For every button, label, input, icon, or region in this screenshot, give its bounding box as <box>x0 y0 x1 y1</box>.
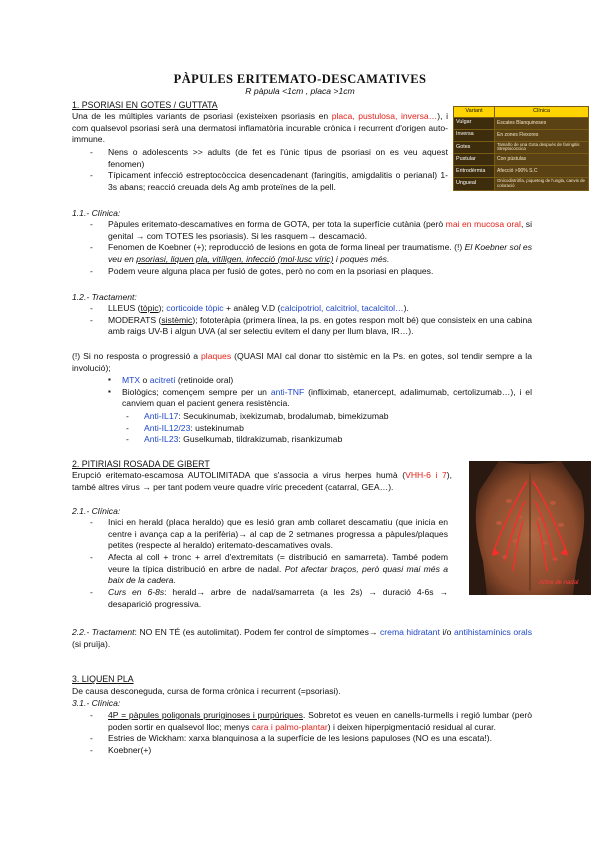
text: . Sobretot es veuen en canells-turmells i regió lumbar (però poden sortir en qualsevol lloc; menys <box>108 710 532 732</box>
clinica-heading: 1.1.- Clínica: <box>72 208 121 218</box>
drug-blue: calcipotriol, calcitriol, tacalcitol… <box>280 303 404 313</box>
table-header-row <box>454 107 589 118</box>
table-cell: Tamaño de una Gota después de faringitis Streptococcica <box>495 141 589 154</box>
drug-blue: Anti-IL12/23 <box>144 422 191 433</box>
pitiriasi-tractament <box>72 627 532 650</box>
text: i/o <box>439 627 454 637</box>
text: ). <box>403 303 409 313</box>
biologic-list <box>126 411 532 446</box>
text: : NO EN TÉ (es autolimitat). Podem fer control de símptomes→ <box>134 627 380 637</box>
drug-blue: anti-TNF <box>270 386 305 397</box>
list-item <box>90 587 448 610</box>
list-item: - Inici en herald (placa heraldo) que es lesió gran amb collaret descamatiu (que inicia en centre i avança cap a la perifèria)→ al cap de 2 setmanes progressa a pàpules/plaques petites (respecte al heraldo) eritemato-descamatives ovals. <box>90 517 448 552</box>
list-item <box>90 710 532 733</box>
list-item <box>90 315 532 338</box>
section-liquen-heading: 3. LIQUEN PLA <box>72 674 134 684</box>
table-cell: Vulgar <box>454 117 495 129</box>
text: : ustekinumab <box>190 422 244 433</box>
text-italic: 2.2.- Tractament <box>72 627 135 637</box>
text-underline: psoriasi, liquen pla, vitíligen, infecció (mol·lusc víric) <box>136 254 334 265</box>
text: MODERATS ( <box>108 314 162 325</box>
intro-text-2: ), i com qualsevol psoriasi serà una dermatosi inflamatòria incurable crònica i recurrent d'origen auto-immune. <box>72 111 448 145</box>
psoriasi-intro <box>72 111 448 146</box>
text: ), també altres virus → per tant podem veure quadre víric precedent (catarral, GEA…). <box>72 470 453 492</box>
highlight-red: VHH-6 i 7 <box>405 470 447 480</box>
list-item <box>90 219 532 242</box>
text: : Guselkumab, tildrakizumab, risankizumab <box>178 434 343 445</box>
table-cell: Gotes <box>454 141 495 154</box>
text: (infliximab, etanercept, adalimumab, certolizumab…), i el canviem quan el pacient genera resistència. <box>122 386 532 409</box>
drug-blue: MTX <box>122 375 141 385</box>
table-cell: Eritrodèrmia <box>454 166 495 178</box>
text-italic: Curs en 6-8s <box>108 587 165 598</box>
table-row <box>454 129 589 141</box>
table-cell: Inversa <box>454 129 495 141</box>
section-psoriasi-heading: 1. PSORIASI EN GOTES / GUTTATA <box>72 100 218 110</box>
list-item <box>108 375 532 387</box>
text: (QUASI MAI cal donar tto sistèmic en la Ps. en gotes, sol tendir sempre a la involució); <box>72 351 532 373</box>
clinica-heading-text: 3.1.- Clínica <box>72 698 118 708</box>
psoriasi-bullets <box>90 147 448 194</box>
systemic-note <box>72 351 532 374</box>
table-cell: Onicodistròfia, piqueteig de l'ungla, canvis de coloració <box>495 178 589 191</box>
list-item: - Podem veure alguna placa per fusió de gotes, però no com en la psoriasi en plaques. <box>90 266 532 278</box>
table-cell: Afecció >90% S.C <box>495 166 589 178</box>
highlight-red: mai en mucosa oral <box>445 219 521 229</box>
liquen-intro: De causa desconeguda, cursa de forma crònica i recurrent (=psoriasi). <box>72 686 341 696</box>
text: Biològics; començem sempre per un <box>122 386 271 397</box>
list-item <box>126 434 532 446</box>
text-underline: sistèmic <box>161 314 193 325</box>
list-item: - Típicament infecció estreptocòccica desencadenant (faringitis, amigdalitis o perianal) 1-3s abans; reacció creuada dels Ag amb proteïnes de la pell. <box>90 170 448 193</box>
text-italic: i poques més. <box>333 254 390 265</box>
table-header: Clínica <box>495 107 589 118</box>
list-item <box>108 387 532 410</box>
text-underline: 4P = pàpules poligonals pruriginoses i purpúriques <box>108 710 303 720</box>
pitiriasi-clinica-heading: 2.1.- Clínica: <box>72 506 121 516</box>
drug-blue: Anti-IL17 <box>144 411 179 421</box>
text: : herald→ arbre de nadal/samarreta (a les 2s) → duració 4-6s → desaparició progressiva. <box>108 587 448 609</box>
text: Fenomen de Koebner (+); reproducció de lesions en gota de forma lineal per traumatisme. (!) <box>108 242 465 253</box>
drug-blue: acitretí <box>149 375 176 385</box>
tractament-heading-text: 1.2.- Tractament <box>72 292 135 302</box>
psoriasi-tractament-list <box>90 303 532 338</box>
psoriasis-variants-table <box>453 106 589 191</box>
text: , si genital → com TOTES les psoriasis). Si les rasquem→ descamació. <box>108 219 533 241</box>
section-pitiriasi-heading: 2. PITIRIASI ROSADA DE GIBERT <box>72 459 210 469</box>
psoriasi-clinica-list <box>90 219 532 277</box>
page-title: PÀPULES ERITEMATO-DESCAMATIVES <box>173 72 427 86</box>
drug-blue: antihistamínics orals <box>454 627 532 637</box>
table-row <box>454 141 589 154</box>
photo-label: Arbre de nadal <box>539 580 579 586</box>
list-item <box>90 242 532 265</box>
table-cell: Pustular <box>454 154 495 166</box>
clinica-heading-text: 2.1.- Clínica <box>72 506 118 516</box>
list-item <box>126 411 532 423</box>
text: ); fototeràpia (primera línea, la ps. en gotes respon molt bé) que consisteix en una cabina amb raigs UV-B i algun UVA (al ser selectiu evitem el dany per llum blava, IR…). <box>108 314 533 337</box>
text-italic: El Koebner sol es veu en <box>108 242 532 265</box>
text-underline: tòpic <box>140 303 159 313</box>
drug-blue: crema hidratant <box>380 627 440 637</box>
text: o <box>140 375 150 385</box>
table-row <box>454 117 589 129</box>
list-item: - Koebner(+) <box>90 745 532 757</box>
table-cell: En zones Flexores <box>495 129 589 141</box>
text: (retinoide oral) <box>175 375 234 385</box>
table-cell: Escates Blanquinoses <box>495 117 589 129</box>
page-subtitle: R pàpula <1cm , placa >1cm <box>245 86 355 96</box>
table-row <box>454 178 589 191</box>
text: LLEUS ( <box>108 303 141 313</box>
table-cell: Ungueal <box>454 178 495 191</box>
pitiriasi-intro <box>72 470 452 493</box>
tractament-heading: 1.2.- Tractament: <box>72 292 137 302</box>
text: (!) Si no resposta o progressió a <box>72 351 202 361</box>
text: ); <box>158 303 167 313</box>
liquen-clinica-list <box>90 710 532 757</box>
list-item <box>126 423 532 435</box>
intro-variants: placa, pustulosa, inversa… <box>331 111 438 121</box>
table-row <box>454 154 589 166</box>
text: ) i deixen hiperpigmentació residual al curar. <box>327 721 496 732</box>
list-item <box>90 552 448 587</box>
back-rash-photo <box>469 461 591 595</box>
list-item <box>90 303 532 315</box>
text-italic: Pot afectar braços, però quasi mai més a baix de la cadera. <box>108 563 448 586</box>
highlight-red: cara i palmo-plantar <box>251 721 328 732</box>
text: + anàleg V.D ( <box>223 303 281 313</box>
text: Pàpules eritemato-descamatives en forma de GOTA, per tota la superfície cutània (però <box>108 219 446 229</box>
drug-blue: Anti-IL23 <box>144 434 179 445</box>
list-item: - Nens o adolescents >> adults (de fet es l'únic tipus de psoriasi on es veu aquest fenomen) <box>90 147 448 170</box>
clinica-heading-text: 1.1.- Clínica <box>72 208 118 218</box>
text: Erupció eritemato-escamosa AUTOLIMITADA que s'associa a virus herpes humà ( <box>72 470 406 480</box>
list-item: - Estries de Wickham: xarxa blanquinosa a la superfície de les lesions papuloses (NO es una escata!). <box>90 733 532 745</box>
drug-blue: corticoide tòpic <box>166 303 224 313</box>
intro-text: Una de les múltiples variants de psoriasi (existeixen psoriasis en <box>72 111 332 121</box>
liquen-clinica-heading: 3.1.- Clínica: <box>72 698 121 708</box>
table-header: Variant <box>454 107 495 118</box>
text: : Secukinumab, ixekizumab, brodalumab, bimekizumab <box>178 411 389 421</box>
christmas-tree-distribution-image <box>469 461 591 595</box>
pitiriasi-clinica-list <box>90 517 448 611</box>
systemic-list <box>108 375 532 410</box>
text: (si pruïja). <box>72 638 111 649</box>
highlight-red: plaques <box>201 351 232 361</box>
table-row <box>454 166 589 178</box>
table-cell: Con pústulas <box>495 154 589 166</box>
text: Afecta al coll + tronc + arrel d'extremitats (= distribució en samarreta). També podem veure la típica distribució en arbre de nadal. <box>108 552 448 574</box>
